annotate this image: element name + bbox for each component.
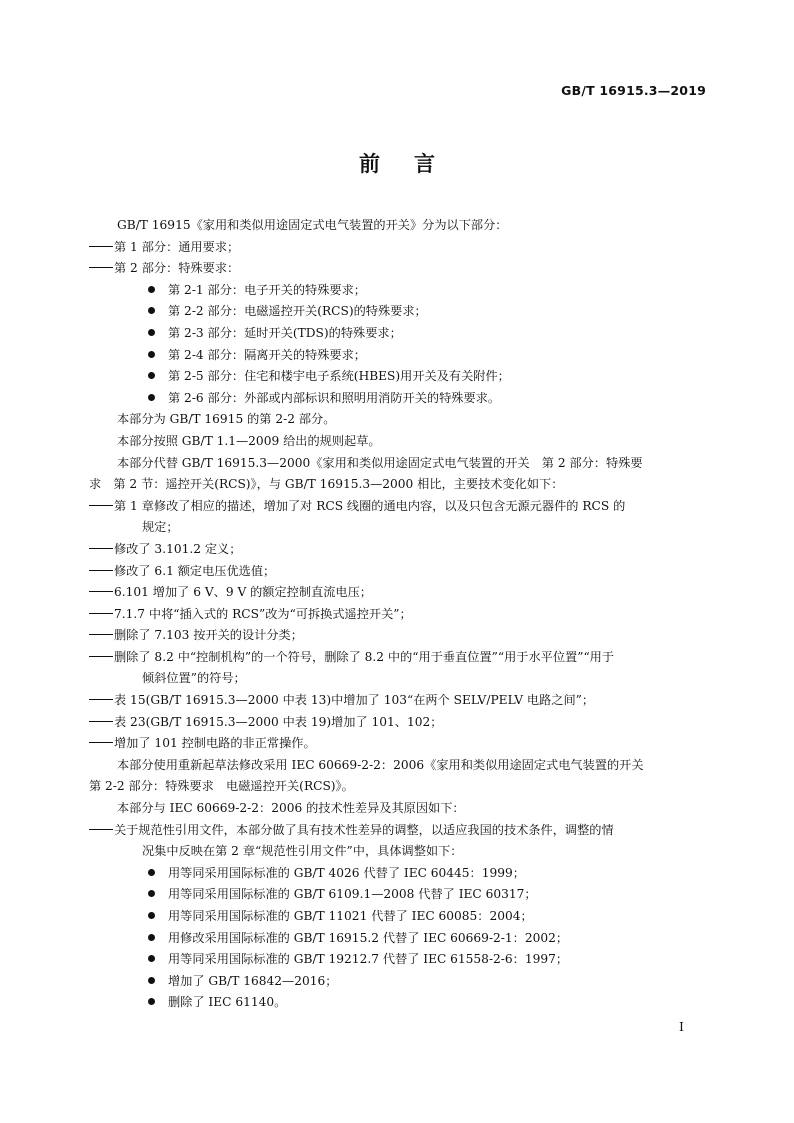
adjustment-item: 用等同采用国际标准的 GB/T 19212.7 代替了 IEC 61558-2-6：1997；: [0, 949, 794, 971]
paragraph-replaces: 本部分代替 GB/T 16915.3—2000《家用和类似用途固定式电气装置的开关 第 2 部分：特殊要: [117, 455, 643, 470]
sub-part-item: 第 2-1 部分：电子开关的特殊要求；: [0, 280, 794, 302]
change-item: 第 1 章修改了相应的描述，增加了对 RCS 线圈的通电内容，以及只包含无源元器件的 RCS 的: [0, 496, 794, 518]
part-item: 第 1 部分：通用要求；: [0, 237, 794, 259]
dash-marker: [89, 634, 113, 635]
dash-marker: [89, 267, 113, 268]
paragraph-replaces-continued: 求 第 2 节：遥控开关(RCS)》，与 GB/T 16915.3—2000 相比，主要技术变化如下：: [89, 477, 564, 492]
adjustment-item: 用等同采用国际标准的 GB/T 11021 代替了 IEC 60085：2004；: [0, 906, 794, 928]
adjustment-item: 用等同采用国际标准的 GB/T 6109.1—2008 代替了 IEC 60317；: [0, 884, 794, 906]
bullet-icon: [148, 869, 155, 876]
bullet-icon: [148, 955, 155, 962]
dash-marker: [89, 246, 113, 247]
paragraph-part-of: 本部分为 GB/T 16915 的第 2-2 部分。: [117, 412, 336, 427]
bullet-icon: [148, 286, 155, 293]
change-item: 修改了 6.1 额定电压优选值；: [0, 561, 794, 583]
sub-part-item: 第 2-5 部分：住宅和楼宇电子系统(HBES)用开关及有关附件；: [0, 366, 794, 388]
part-item: 第 2 部分：特殊要求：: [0, 258, 794, 280]
dash-marker: [89, 591, 113, 592]
bullet-icon: [148, 394, 155, 401]
change-item-continued: 倾斜位置”的符号；: [142, 671, 246, 686]
bullet-icon: [148, 912, 155, 919]
dash-marker: [89, 548, 113, 549]
change-item: 修改了 3.101.2 定义；: [0, 539, 794, 561]
bullet-icon: [148, 934, 155, 941]
change-item: 删除了 8.2 中“控制机构”的一个符号，删除了 8.2 中的“用于垂直位置”“用于水平位置”“用于: [0, 647, 794, 669]
change-item: 表 23(GB/T 16915.3—2000 中表 19)增加了 101、102；: [0, 712, 794, 734]
standard-code-header: GB/T 16915.3—2019: [561, 83, 706, 98]
dash-marker: [89, 829, 113, 830]
dash-marker: [89, 656, 113, 657]
bullet-icon: [148, 998, 155, 1005]
adjustment-item: 增加了 GB/T 16842—2016；: [0, 971, 794, 993]
sub-part-item: 第 2-4 部分：隔离开关的特殊要求；: [0, 345, 794, 367]
dash-marker: [89, 505, 113, 506]
foreword-body: [0, 215, 794, 1014]
sub-part-item: 第 2-2 部分：电磁遥控开关(RCS)的特殊要求；: [0, 301, 794, 323]
bullet-icon: [148, 890, 155, 897]
dash-marker: [89, 742, 113, 743]
bullet-icon: [148, 977, 155, 984]
change-item: 表 15(GB/T 16915.3—2000 中表 13)中增加了 103“在两个 SELV/PELV 电路之间”；: [0, 690, 794, 712]
page-title: 前言: [359, 152, 469, 176]
page-number: I: [679, 1019, 684, 1034]
bullet-icon: [148, 351, 155, 358]
bullet-icon: [148, 307, 155, 314]
bullet-icon: [148, 372, 155, 379]
change-item: 删除了 7.103 按开关的设计分类；: [0, 625, 794, 647]
sub-part-item: 第 2-3 部分：延时开关(TDS)的特殊要求；: [0, 323, 794, 345]
dash-marker: [89, 613, 113, 614]
dash-marker: [89, 570, 113, 571]
difference-item: 关于规范性引用文件，本部分做了具有技术性差异的调整，以适应我国的技术条件，调整的情: [0, 820, 794, 842]
change-item: 6.101 增加了 6 V、9 V 的额定控制直流电压；: [0, 582, 794, 604]
dash-marker: [89, 699, 113, 700]
adjustment-item: 用等同采用国际标准的 GB/T 4026 代替了 IEC 60445：1999；: [0, 863, 794, 885]
intro-paragraph: GB/T 16915《家用和类似用途固定式电气装置的开关》分为以下部分：: [117, 218, 508, 232]
adjustment-item: 用修改采用国际标准的 GB/T 16915.2 代替了 IEC 60669-2-1：2002；: [0, 928, 794, 950]
change-item-continued: 规定；: [142, 520, 179, 535]
paragraph-redraft: 本部分使用重新起草法修改采用 IEC 60669-2-2：2006《家用和类似用途固定式电气装置的开关: [117, 757, 644, 772]
change-item: 增加了 101 控制电路的非正常操作。: [0, 733, 794, 755]
paragraph-differences: 本部分与 IEC 60669-2-2：2006 的技术性差异及其原因如下：: [117, 801, 465, 816]
difference-item-continued: 况集中反映在第 2 章“规范性引用文件”中，具体调整如下：: [142, 844, 463, 859]
paragraph-redraft-continued: 第 2-2 部分：特殊要求 电磁遥控开关(RCS)》。: [89, 779, 354, 794]
bullet-icon: [148, 329, 155, 336]
change-item: 7.1.7 中将“插入式的 RCS”改为“可拆换式遥控开关”；: [0, 604, 794, 626]
dash-marker: [89, 721, 113, 722]
adjustment-item: 删除了 IEC 61140。: [0, 992, 794, 1014]
sub-part-item: 第 2-6 部分：外部或内部标识和照明用消防开关的特殊要求。: [0, 388, 794, 410]
paragraph-drafted: 本部分按照 GB/T 1.1—2009 给出的规则起草。: [117, 433, 381, 448]
